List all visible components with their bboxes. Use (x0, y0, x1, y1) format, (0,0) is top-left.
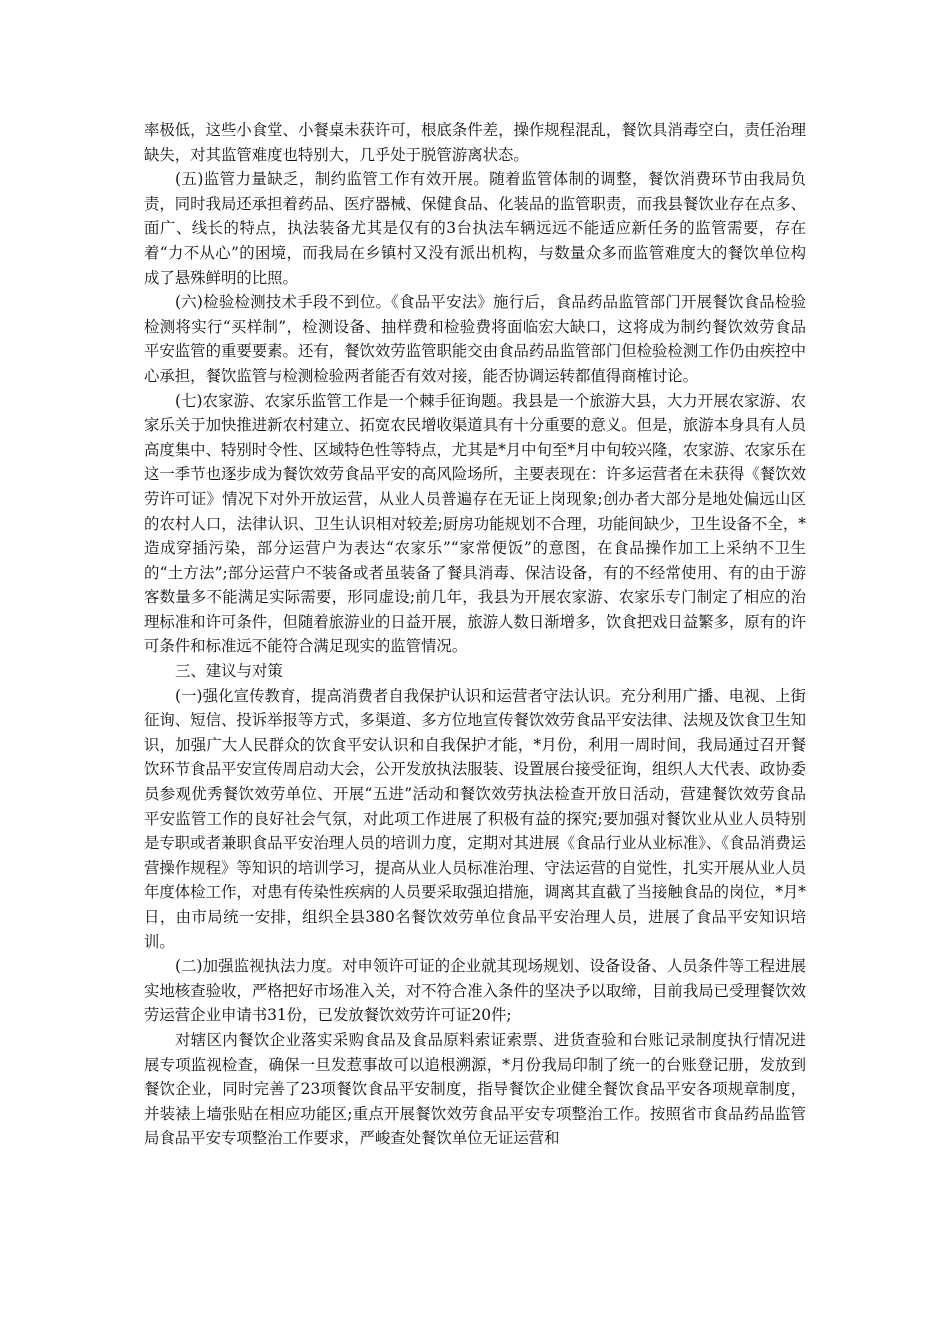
paragraph: (五)监管力量缺乏，制约监管工作有效开展。随着监管体制的调整，餐饮消费环节由我局负责，同时我局还承担着药品、医疗器械、保健食品、化装品的监管职责，而我县餐饮业存在点多、面广、线长的特点，执法装备尤其是仅有的3台执法车辆远远不能适应新任务的监管需要，存在着“力不从心”的困境，而我局在乡镇村又没有派出机构，与数量众多而监管难度大的餐饮单位构成了悬殊鲜明的比照。 (144, 170, 806, 287)
paragraph: (六)检验检测技术手段不到位。《食品平安法》施行后，食品药品监管部门开展餐饮食品检验检测将实行“买样制”，检测设备、抽样费和检验费将面临宏大缺口，这将成为制约餐饮效劳食品平安监管的重要要素。还有，餐饮效劳监管职能交由食品药品监管部门但检验检测工作仍由疾控中心承担，餐饮监管与检测检验两者能否有效对接，能否协调运转都值得商榷讨论。 (144, 293, 806, 385)
section-heading: 三、建议与对策 (175, 662, 283, 681)
paragraph: (一)强化宣传教育，提高消费者自我保护认识和运营者守法认识。充分利用广播、电视、上街征询、短信、投诉举报等方式，多渠道、多方位地宣传餐饮效劳食品平安法律、法规及饮食卫生知识，加强广大人民群众的饮食平安认识和自我保护才能，*月份，利用一周时间，我局通过召开餐饮环节食品平安宣传周启动大会，公开发放执法服装、设置展台接受征询，组织人大代表、政协委员参观优秀餐饮效劳单位、开展“五进”活动和餐饮效劳执法检查开放日活动，营建餐饮效劳食品平安监管工作的良好社会气氛，对此项工作进展了积极有益的探究;要加强对餐饮业从业人员特别是专职或者兼职食品平安治理人员的培训力度，定期对其进展《食品行业从业标准》、《食品消费运营操作规程》等知识的培训学习，提高从业人员标准治理、守法运营的自觉性，扎实开展从业人员年度体检工作，对患有传染性疾病的人员要采取强迫措施，调离其直截了当接触食品的岗位，*月*日，由市局统一安排，组织全县380名餐饮效劳单位食品平安治理人员，进展了食品平安知识培训。 (144, 686, 806, 951)
document-body (144, 118, 806, 1151)
paragraph: 率极低，这些小食堂、小餐桌未获许可，根底条件差，操作规程混乱，餐饮具消毒空白，责任治理缺失，对其监管难度也特别大，几乎处于脱管游离状态。 (144, 121, 806, 164)
paragraph: (七)农家游、农家乐监管工作是一个棘手征询题。我县是一个旅游大县，大力开展农家游、农家乐关于加快推进新农村建立、拓宽农民增收渠道具有十分重要的意义。但是，旅游本身具有人员高度集中、特别时令性、区域特色性等特点，尤其是*月中旬至*月中旬较兴隆，农家游、农家乐在这一季节也逐步成为餐饮效劳食品平安的高风险场所，主要表现在：许多运营者在未获得《餐饮效劳许可证》情况下对外开放运营，从业人员普遍存在无证上岗现象;创办者大部分是地处偏远山区的农村人口，法律认识、卫生认识相对较差;厨房功能规划不合理，功能间缺少，卫生设备不全，*造成穿插污染，部分运营户为表达“农家乐”“家常便饭”的意图，在食品操作加工上采纳不卫生的“土方法”;部分运营户不装备或者虽装备了餐具消毒、保洁设备，有的不经常使用、有的由于游客数量多不能满足实际需要，形同虚设;前几年，我县为开展农家游、农家乐专门制定了相应的治理标准和许可条件，但随着旅游业的日益开展，旅游人数日渐增多，饮食把戏日益繁多，原有的许可条件和标准远不能符合满足现实的监管情况。 (144, 391, 806, 656)
paragraph: (二)加强监视执法力度。对申领许可证的企业就其现场规划、设备设备、人员条件等工程进展实地核查验收，严格把好市场准入关，对不符合准入条件的坚决予以取缔，目前我局已受理餐饮效劳运营企业申请书31份，已发放餐饮效劳许可证20件; (144, 957, 806, 1025)
paragraph: 对辖区内餐饮企业落实采购食品及食品原料索证索票、进货查验和台账记录制度执行情况进展专项监视检查，确保一旦发惹事故可以追根溯源，*月份我局印制了统一的台账登记册，发放到餐饮企业，同时完善了23项餐饮食品平安制度，指导餐饮企业健全餐饮食品平安各项规章制度，并装裱上墙张贴在相应功能区;重点开展餐饮效劳食品平安专项整治工作。按照省市食品药品监管局食品平安专项整治工作要求，严峻查处餐饮单位无证运营和 (144, 1030, 806, 1148)
